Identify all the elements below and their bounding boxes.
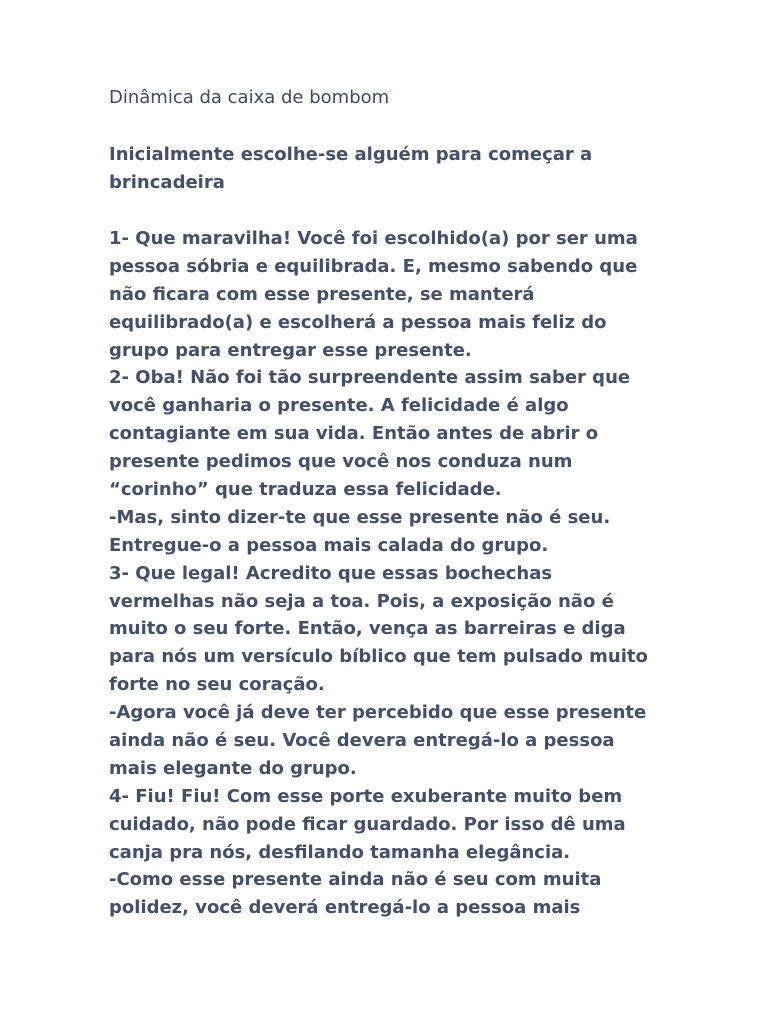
- body-line: -Mas, sinto dizer-te que esse presente não é seu.: [109, 506, 611, 528]
- body-line: você ganharia o presente. A felicidade é algo: [109, 395, 569, 417]
- body-line: 2- Oba! Não foi tão surpreendente assim saber que: [109, 367, 631, 389]
- body-text: [109, 225, 648, 922]
- body-line: mais elegante do grupo.: [109, 757, 357, 779]
- body-line: forte no seu coração.: [109, 674, 325, 696]
- body-line: cuidado, não pode ficar guardado. Por isso dê uma: [109, 813, 626, 835]
- body-line: pessoa sóbria e equilibrada. E, mesmo sabendo que: [109, 255, 638, 277]
- body-line: -Agora você já deve ter percebido que esse presente: [109, 702, 647, 724]
- intro-paragraph: [109, 141, 592, 197]
- body-line: 1- Que maravilha! Você foi escolhido(a) por ser uma: [109, 228, 638, 249]
- body-line: 4- Fiu! Fiu! Com esse porte exuberante muito bem: [109, 785, 623, 807]
- body-line: polidez, você deverá entregá-lo a pessoa mais: [109, 897, 581, 919]
- body-line: 3- Que legal! Acredito que essas bochechas: [109, 562, 553, 584]
- body-line: ainda não é seu. Você devera entregá-lo a pessoa: [109, 730, 615, 752]
- body-line: presente pedimos que você nos conduza num: [109, 451, 573, 473]
- intro-line: Inicialmente escolhe-se alguém para começar a: [109, 144, 593, 165]
- body-line: vermelhas não seja a toa. Pois, a exposição não é: [109, 590, 614, 612]
- body-line: equilibrado(a) e escolherá a pessoa mais feliz do: [109, 311, 607, 333]
- body-line: contagiante em sua vida. Então antes de abrir o: [109, 423, 599, 445]
- body-line: canja pra nós, desfilando tamanha elegância.: [109, 841, 571, 863]
- body-line: Entregue-o a pessoa mais calada do grupo.: [109, 534, 549, 556]
- body-line: para nós um versículo bíblico que tem pulsado muito: [109, 646, 648, 668]
- body-line: -Como esse presente ainda não é seu com muita: [109, 869, 602, 891]
- body-line: grupo para entregar esse presente.: [109, 339, 472, 361]
- document-title: Dinâmica da caixa de bombom: [109, 87, 390, 108]
- body-line: “corinho” que traduza essa felicidade.: [109, 479, 502, 501]
- intro-line: brincadeira: [109, 172, 225, 193]
- body-line: muito o seu forte. Então, vença as barreiras e diga: [109, 618, 626, 640]
- body-line: não ficara com esse presente, se manterá: [109, 283, 535, 305]
